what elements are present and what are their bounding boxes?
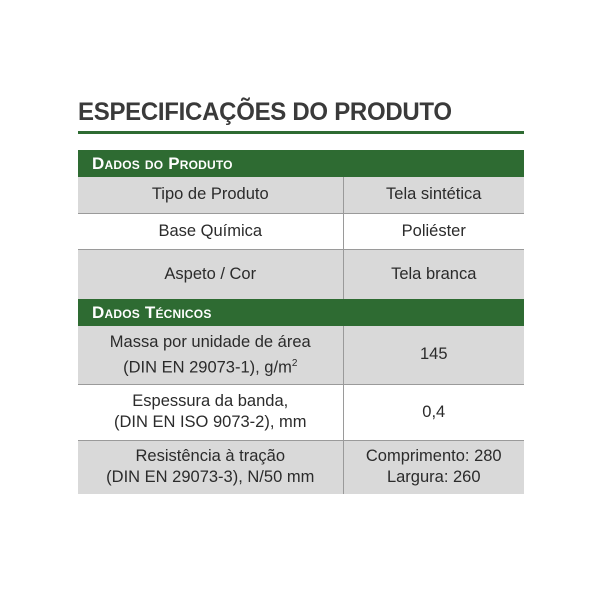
row-value: Poliéster bbox=[343, 213, 524, 249]
row-value: 0,4 bbox=[343, 384, 524, 440]
label-line: Resistência à tração bbox=[135, 447, 285, 466]
label-line bbox=[78, 353, 343, 379]
superscript: 2 bbox=[291, 357, 298, 369]
row-label bbox=[78, 326, 343, 384]
label-text: (DIN EN 29073-1), g/m bbox=[123, 358, 292, 376]
table-row-chemical-base bbox=[78, 213, 524, 249]
row-label: Tipo de Produto bbox=[78, 177, 343, 213]
label-line: Massa por unidade de área bbox=[109, 332, 311, 351]
row-label: Base Química bbox=[78, 213, 343, 249]
section-title-product-data: Dados do Produto bbox=[92, 154, 233, 173]
label-line: (DIN EN 29073-3), N/50 mm bbox=[106, 468, 315, 487]
page-title: ESPECIFICAÇÕES DO PRODUTO bbox=[78, 98, 452, 126]
row-label: Aspeto / Cor bbox=[78, 249, 343, 299]
table-row-tensile-strength bbox=[78, 440, 524, 494]
section-title-technical-data: Dados Técnicos bbox=[92, 303, 212, 322]
table-row-thickness bbox=[78, 384, 524, 440]
table-row-mass-per-area bbox=[78, 326, 524, 384]
specifications-table bbox=[78, 150, 524, 494]
label-line: Espessura da banda, bbox=[132, 392, 289, 410]
table-row-appearance-color bbox=[78, 249, 524, 299]
row-value: Tela branca bbox=[343, 249, 524, 299]
label-line: (DIN EN ISO 9073-2), mm bbox=[113, 413, 307, 431]
row-label bbox=[78, 384, 343, 440]
title-underline bbox=[78, 131, 524, 134]
value-line: Largura: 260 bbox=[386, 468, 481, 487]
table-row-product-type bbox=[78, 177, 524, 213]
row-value bbox=[343, 440, 524, 494]
row-value: Tela sintética bbox=[343, 177, 524, 213]
value-line: Comprimento: 280 bbox=[365, 447, 502, 466]
section-header-technical-data bbox=[78, 299, 524, 326]
section-header-product-data bbox=[78, 150, 524, 177]
row-value: 145 bbox=[343, 326, 524, 384]
row-label bbox=[78, 440, 343, 494]
